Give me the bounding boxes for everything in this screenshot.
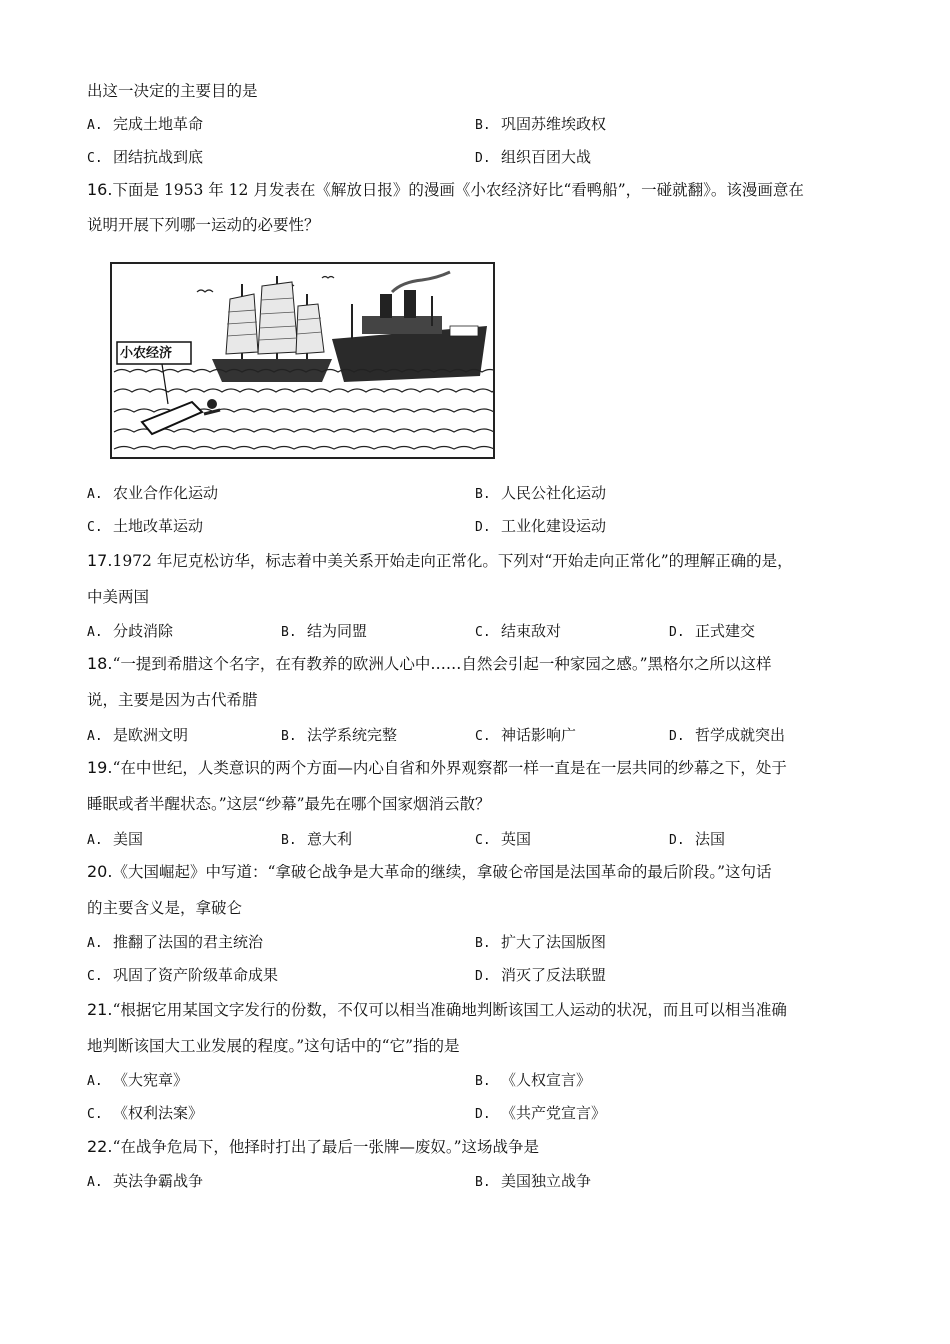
q20-option-b[interactable]: [475, 931, 606, 955]
q22-stem-line1: [87, 1136, 539, 1158]
question-number: 19.: [87, 758, 113, 777]
q16-option-c[interactable]: [87, 515, 203, 539]
option-key: B.: [281, 625, 297, 640]
cartoon-label: 小农经济: [120, 346, 173, 361]
option-key: D.: [475, 969, 491, 984]
option-text: 神话影响广: [501, 726, 577, 744]
q20-stem-line2: 的主要含义是，拿破仑: [87, 899, 243, 917]
q17-option-c[interactable]: [475, 620, 561, 644]
option-key: B.: [475, 118, 491, 133]
question-text: 下面是 1953 年 12 月发表在《解放日报》的漫画《小农经济好比“看鸭船”，一碰就翻》。该漫画意在: [112, 181, 804, 199]
q15-option-b[interactable]: [475, 113, 606, 137]
q16-stem-line2: 说明开展下列哪一运动的必要性？: [87, 216, 320, 234]
option-text: 意大利: [307, 830, 353, 848]
option-text: 扩大了法国版图: [501, 933, 607, 951]
q17-stem-line2: 中美两国: [87, 588, 150, 606]
option-key: D.: [669, 729, 685, 744]
option-text: 土地改革运动: [113, 517, 204, 535]
question-text: 《大国崛起》中写道：“拿破仑战争是大革命的继续，拿破仑帝国是法国革命的最后阶段。”这句话: [112, 863, 772, 881]
q20-stem-line1: [87, 861, 772, 883]
option-key: D.: [669, 625, 685, 640]
q15-stem-tail: 出这一决定的主要目的是: [87, 82, 258, 100]
q19-option-c[interactable]: [475, 828, 531, 852]
option-key: C.: [475, 833, 491, 848]
steamship-icon: [332, 272, 487, 382]
option-text: 组织百团大战: [501, 148, 592, 166]
option-text: 美国独立战争: [501, 1172, 592, 1190]
option-text: 《人权宣言》: [501, 1071, 592, 1089]
q18-stem-line1: [87, 653, 772, 675]
q18-stem-line2: 说，主要是因为古代希腊: [87, 691, 258, 709]
q20-option-c[interactable]: [87, 964, 278, 988]
option-key: C.: [87, 969, 103, 984]
option-key: D.: [475, 151, 491, 166]
q21-option-b[interactable]: [475, 1069, 591, 1093]
question-text: “根据它用某国文字发行的份数，不仅可以相当准确地判断该国工人运动的状况，而且可以相当准确: [112, 1001, 787, 1019]
q21-option-c[interactable]: [87, 1102, 203, 1126]
option-key: A.: [87, 833, 103, 848]
cartoon-figure: [110, 262, 495, 459]
q21-option-d[interactable]: [475, 1102, 606, 1126]
option-key: C.: [87, 1107, 103, 1122]
question-number: 20.: [87, 862, 113, 881]
option-key: D.: [475, 1107, 491, 1122]
option-key: A.: [87, 487, 103, 502]
option-text: 是欧洲文明: [113, 726, 189, 744]
q20-option-d[interactable]: [475, 964, 606, 988]
option-key: B.: [281, 833, 297, 848]
q16-option-d[interactable]: [475, 515, 606, 539]
q20-option-a[interactable]: [87, 931, 263, 955]
q19-option-b[interactable]: [281, 828, 352, 852]
q18-option-a[interactable]: [87, 724, 188, 748]
question-text: 1972 年尼克松访华，标志着中美关系开始走向正常化。下列对“开始走向正常化”的理解正确的是，: [112, 552, 793, 570]
option-text: 推翻了法国的君主统治: [113, 933, 264, 951]
question-number: 16.: [87, 180, 113, 199]
option-text: 巩固了资产阶级革命成果: [113, 966, 279, 984]
option-text: 英法争霸战争: [113, 1172, 204, 1190]
junk-ship-icon: [212, 276, 332, 382]
question-text: “在战争危局下，他择时打出了最后一张牌—废奴。”这场战争是: [112, 1138, 540, 1156]
option-key: C.: [87, 151, 103, 166]
option-text: 正式建交: [695, 622, 756, 640]
bird-icon: [197, 290, 213, 292]
option-text: 团结抗战到底: [113, 148, 204, 166]
option-key: D.: [475, 520, 491, 535]
question-number: 18.: [87, 654, 113, 673]
q17-stem-line1: [87, 550, 793, 572]
option-text: 工业化建设运动: [501, 517, 607, 535]
q15-option-a[interactable]: [87, 113, 203, 137]
option-key: C.: [475, 625, 491, 640]
q18-option-d[interactable]: [669, 724, 785, 748]
option-key: B.: [475, 1175, 491, 1190]
option-text: 哲学成就突出: [695, 726, 786, 744]
option-key: B.: [475, 936, 491, 951]
question-number: 21.: [87, 1000, 113, 1019]
q21-option-a[interactable]: [87, 1069, 188, 1093]
option-text: 英国: [501, 830, 532, 848]
q19-stem-line1: [87, 757, 787, 779]
q16-option-b[interactable]: [475, 482, 606, 506]
option-text: 《大宪章》: [113, 1071, 189, 1089]
option-key: A.: [87, 1175, 103, 1190]
option-text: 农业合作化运动: [113, 484, 219, 502]
q19-stem-line2: 睡眠或者半醒状态。”这层“纱幕”最先在哪个国家烟消云散？: [87, 795, 491, 813]
option-key: D.: [669, 833, 685, 848]
q19-option-a[interactable]: [87, 828, 143, 852]
q18-option-c[interactable]: [475, 724, 576, 748]
option-key: C.: [475, 729, 491, 744]
q15-option-c[interactable]: [87, 146, 203, 170]
q19-option-d[interactable]: [669, 828, 725, 852]
q17-option-d[interactable]: [669, 620, 755, 644]
question-number: 22.: [87, 1137, 113, 1156]
question-number: 17.: [87, 551, 113, 570]
option-key: A.: [87, 118, 103, 133]
q21-stem-line1: [87, 999, 787, 1021]
question-text: “在中世纪，人类意识的两个方面—内心自省和外界观察都一样一直是在一层共同的纱幕之下，处于: [112, 759, 787, 777]
option-key: A.: [87, 729, 103, 744]
option-key: B.: [281, 729, 297, 744]
option-text: 《权利法案》: [113, 1104, 204, 1122]
option-text: 巩固苏维埃政权: [501, 115, 607, 133]
q16-stem-line1: [87, 179, 804, 201]
q16-option-a[interactable]: [87, 482, 218, 506]
question-text: “一提到希腊这个名字，在有教养的欧洲人心中……自然会引起一种家园之感。”黑格尔之所以这样: [112, 655, 772, 673]
option-text: 美国: [113, 830, 144, 848]
q21-stem-line2: 地判断该国大工业发展的程度。”这句话中的“它”指的是: [87, 1037, 460, 1055]
bird-icon: [322, 277, 334, 279]
option-text: 消灭了反法联盟: [501, 966, 607, 984]
option-key: B.: [475, 1074, 491, 1089]
q17-option-a[interactable]: [87, 620, 173, 644]
option-text: 人民公社化运动: [501, 484, 607, 502]
option-key: A.: [87, 936, 103, 951]
option-key: B.: [475, 487, 491, 502]
option-text: 结束敌对: [501, 622, 562, 640]
q22-option-b[interactable]: [475, 1170, 591, 1194]
option-text: 完成土地革命: [113, 115, 204, 133]
option-text: 结为同盟: [307, 622, 368, 640]
option-text: 分歧消除: [113, 622, 174, 640]
q15-option-d[interactable]: [475, 146, 591, 170]
option-text: 法国: [695, 830, 726, 848]
option-key: A.: [87, 1074, 103, 1089]
option-key: C.: [87, 520, 103, 535]
q22-option-a[interactable]: [87, 1170, 203, 1194]
q18-option-b[interactable]: [281, 724, 397, 748]
q17-option-b[interactable]: [281, 620, 367, 644]
option-text: 《共产党宣言》: [501, 1104, 607, 1122]
option-key: A.: [87, 625, 103, 640]
option-text: 法学系统完整: [307, 726, 398, 744]
